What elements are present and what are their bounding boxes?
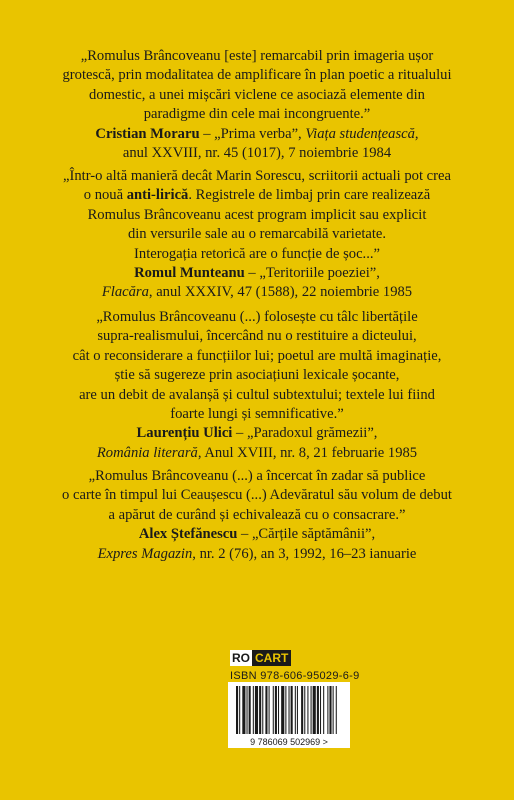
barcode-graphic [228, 682, 350, 748]
quote-3-line-5: are un debit de avalanșă și cultul subtextului; textele lui fiind [79, 386, 435, 403]
quote-1-publication: Viața studențească [305, 125, 415, 142]
barcode-bar [311, 686, 312, 734]
quote-4-issue [30, 545, 484, 564]
isbn-label: ISBN 978-606-95029-6-9 [230, 670, 360, 682]
quote-4-line-1: „Romulus Brâncoveanu (...) a încercat în zadar să publice [88, 468, 426, 484]
quote-1-line-2: grotescă, prin modalitatea de amplificare în plan poetic a ritualului [62, 67, 452, 84]
quote-1-author: Cristian Moraru [95, 125, 200, 142]
barcode-bar [242, 686, 245, 734]
quote-3-publication: România literară [96, 444, 198, 461]
quote-3-author: Laurențiu Ulici [136, 425, 233, 442]
barcode-bar [273, 686, 274, 734]
barcode-bar [317, 686, 319, 734]
quote-2-line-1: „Într-o altă manieră decât Marin Sorescu, scriitorii actuali pot crea [63, 168, 451, 184]
barcode-bar [297, 686, 298, 734]
quote-3-line-3: cât o reconsiderare a funcțiilor lui; poetul are multă imaginație, [72, 347, 442, 364]
barcode-bar [236, 686, 238, 734]
publisher-logo-cart: CART [252, 650, 291, 666]
barcode-bar [269, 686, 270, 734]
quote-2-issue-detail: , anul XXXIV, 47 (1588), 22 noiembrie 1985 [148, 284, 413, 301]
quote-1 [30, 47, 484, 163]
quote-1-source-title: – „Prima verba”, [199, 125, 306, 142]
barcode-bar [281, 686, 284, 734]
quote-4-issue-detail: , nr. 2 (76), an 3, 1992, 16–23 ianuarie [192, 545, 417, 562]
quote-3-attribution [30, 424, 484, 443]
quote-2-attribution [30, 264, 484, 283]
quote-2-source-title: – „Teritoriile poeziei”, [244, 265, 380, 282]
quote-3-source-title: – „Paradoxul grămezii”, [232, 425, 378, 442]
barcode-bar [291, 686, 293, 734]
barcode-bar [247, 686, 248, 734]
quote-1-line-3: domestic, a unei mișcări viclene ce asociază elemente din [89, 86, 425, 103]
publisher-logo [230, 650, 291, 666]
quote-3 [30, 308, 484, 463]
quote-4-line-2: o carte în timpul lui Ceaușescu (...) Adevăratul său volum de debut [62, 487, 452, 504]
quote-1-issue: anul XXVIII, nr. 45 (1017), 7 noiembrie 1984 [122, 145, 392, 162]
quote-2 [30, 167, 484, 303]
barcode-bar [239, 686, 240, 734]
barcode-bar [304, 686, 305, 734]
quote-4 [30, 467, 484, 564]
quote-4-publication: Expres Magazin [97, 545, 193, 562]
barcode-bar [253, 686, 254, 734]
barcode-digits: 9 786069 502969 > [250, 737, 328, 747]
quote-2-issue [30, 283, 484, 302]
barcode-bar [320, 686, 321, 734]
quote-3-line-6: foarte lungi și semnificative.” [170, 406, 344, 423]
quote-3-line-4: știe să sugereze prin asociațiuni lexicale șocante, [114, 367, 400, 384]
barcode-bar [289, 686, 290, 734]
quote-4-attribution [30, 525, 484, 544]
barcode-bar [265, 686, 267, 734]
barcode-bar [333, 686, 334, 734]
quote-2-line-5: Interogația retorică are o funcție de șoc...” [134, 245, 380, 262]
quote-2-line-2-end: . Registrele de limbaj prin care realizează [188, 187, 431, 204]
barcode [228, 682, 350, 748]
quote-1-line-1: „Romulus Brâncoveanu [este] remarcabil prin imageria ușor [80, 48, 434, 64]
barcode-bars [236, 686, 337, 734]
quote-2-line-2 [30, 186, 484, 205]
barcode-bar [275, 686, 277, 734]
quote-1-source-punct: , [414, 125, 419, 142]
quote-3-line-1: „Romulus Brâncoveanu (...) folosește cu tâlc libertățile [96, 309, 418, 325]
quote-2-line-2-start: o nouă [83, 187, 127, 204]
barcode-bar [259, 686, 261, 734]
barcode-bar [301, 686, 303, 734]
quote-2-author: Romul Munteanu [134, 265, 245, 282]
barcode-bar [255, 686, 258, 734]
barcode-bar [336, 686, 337, 734]
quote-4-source-title: – „Cărțile săptămânii”, [237, 526, 376, 543]
barcode-bar [329, 686, 331, 734]
barcode-bar [285, 686, 286, 734]
quote-2-line-4: din versurile sale au o remarcabilă varietate. [127, 226, 387, 243]
barcode-bar [313, 686, 316, 734]
barcode-bar [307, 686, 308, 734]
quote-4-line-3: a apărut de curând și echivalează cu o consacrare.” [108, 506, 406, 523]
quote-3-issue-detail: , Anul XVIII, nr. 8, 21 februarie 1985 [197, 444, 418, 461]
barcode-bar [249, 686, 251, 734]
quote-4-author: Alex Ștefănescu [138, 526, 238, 543]
quote-1-line-4: paradigme din cele mai incongruente.” [143, 106, 371, 123]
barcode-bar [278, 686, 279, 734]
publisher-logo-ro: RO [232, 651, 250, 665]
barcode-bar [295, 686, 296, 734]
barcode-bar [262, 686, 263, 734]
quote-3-line-2: supra-realismului, încercând nu o restituire a dicteului, [97, 328, 417, 345]
quote-2-emphasis: anti-lirică [126, 187, 189, 204]
quote-2-publication: Flacăra [101, 284, 149, 301]
quote-2-line-3: Romulus Brâncoveanu acest program implicit sau explicit [87, 206, 427, 223]
barcode-bar [323, 686, 324, 734]
quote-3-issue [30, 444, 484, 463]
barcode-bar [327, 686, 328, 734]
quote-1-attribution [30, 125, 484, 144]
